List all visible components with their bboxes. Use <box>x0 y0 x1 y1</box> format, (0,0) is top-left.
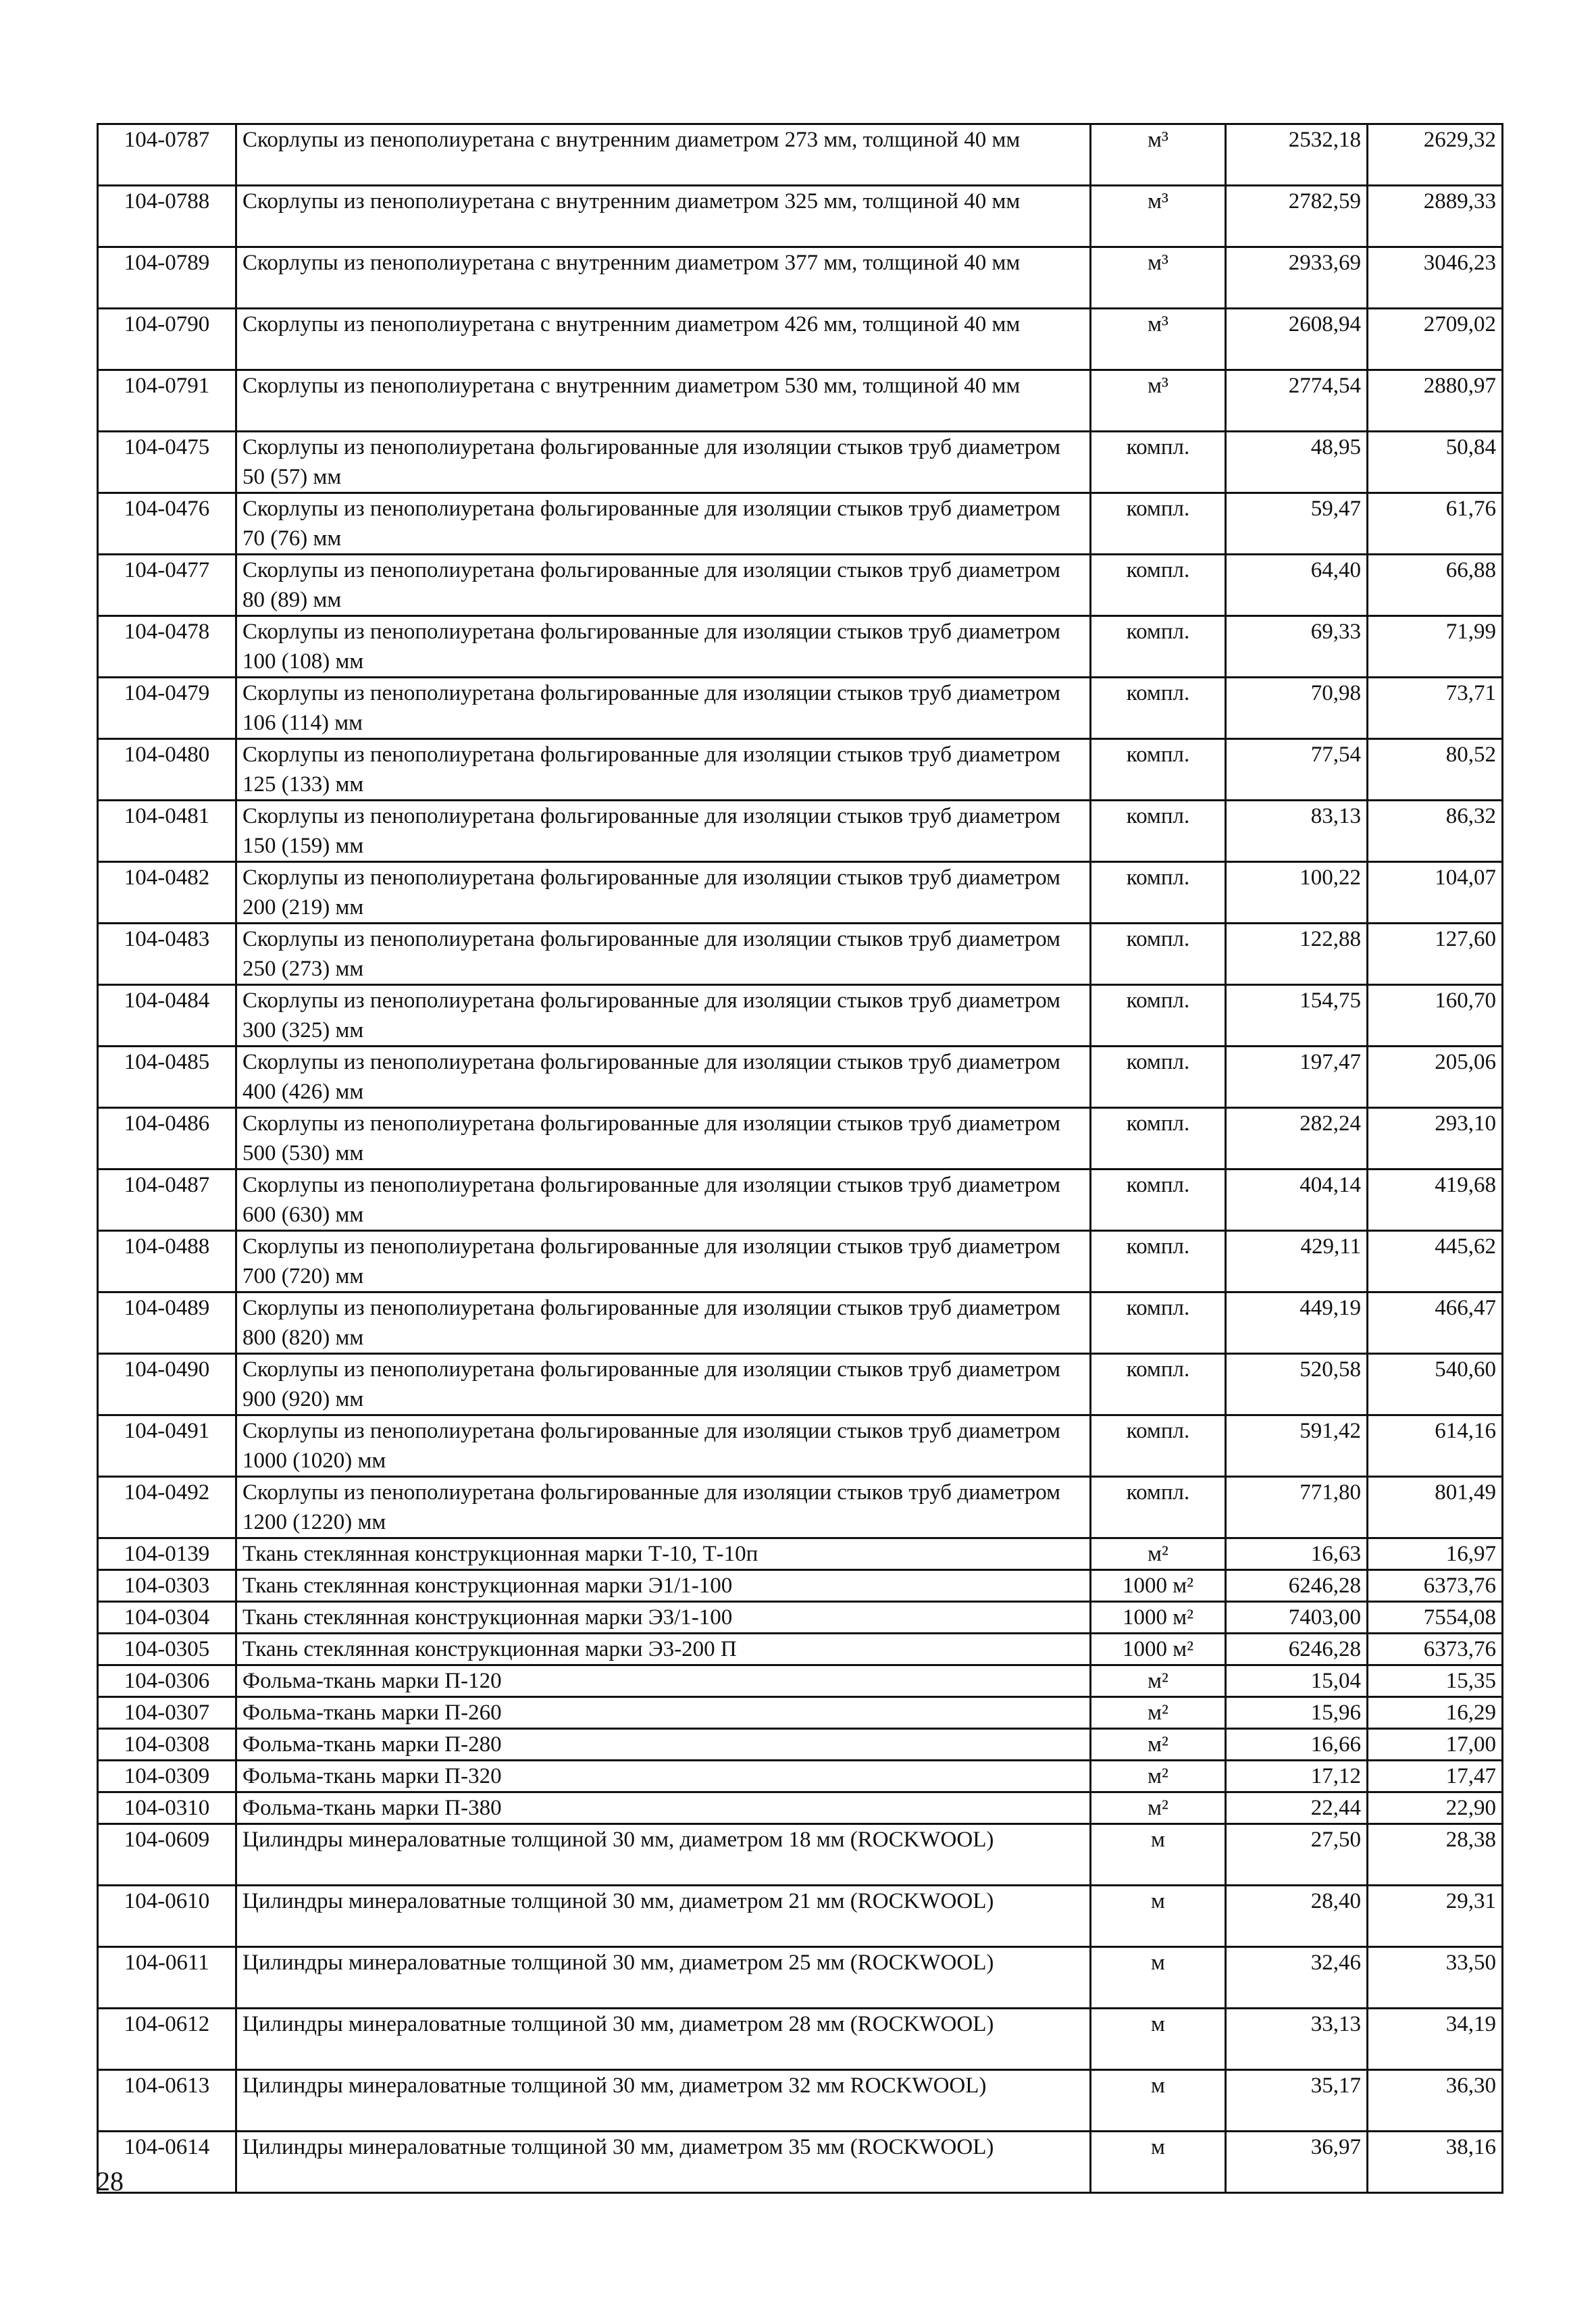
item-description: Фольма-ткань марки П-380 <box>236 1792 1091 1824</box>
item-code: 104-0486 <box>98 1108 236 1169</box>
table-row <box>98 1634 1503 1665</box>
item-unit: м <box>1091 2132 1226 2193</box>
item-price-2: 445,62 <box>1368 1231 1503 1292</box>
table-row <box>98 1231 1503 1292</box>
item-price-2: 38,16 <box>1368 2132 1503 2193</box>
item-price-1: 35,17 <box>1226 2070 1368 2132</box>
item-price-2: 104,07 <box>1368 862 1503 924</box>
item-description: Скорлупы из пенополиуретана фольгированные для изоляции стыков труб диаметром 70 (76) мм <box>236 493 1091 555</box>
table-row <box>98 1047 1503 1108</box>
table-row <box>98 678 1503 739</box>
item-unit: м² <box>1091 1538 1226 1570</box>
item-description: Скорлупы из пенополиуретана фольгированные для изоляции стыков труб диаметром 1200 (1220) мм <box>236 1477 1091 1538</box>
table-row <box>98 1292 1503 1354</box>
item-price-2: 29,31 <box>1368 1886 1503 1947</box>
item-code: 104-0309 <box>98 1761 236 1792</box>
item-price-1: 83,13 <box>1226 801 1368 862</box>
item-unit: 1000 м² <box>1091 1634 1226 1665</box>
item-code: 104-0481 <box>98 801 236 862</box>
item-description: Скорлупы из пенополиуретана фольгированные для изоляции стыков труб диаметром 500 (530) мм <box>236 1108 1091 1169</box>
item-unit: компл. <box>1091 1477 1226 1538</box>
item-price-1: 6246,28 <box>1226 1634 1368 1665</box>
table-row <box>98 1108 1503 1169</box>
table-row <box>98 1886 1503 1947</box>
item-price-1: 64,40 <box>1226 555 1368 616</box>
item-price-2: 16,29 <box>1368 1697 1503 1729</box>
item-description: Скорлупы из пенополиуретана фольгированные для изоляции стыков труб диаметром 800 (820) мм <box>236 1292 1091 1354</box>
item-description: Скорлупы из пенополиуретана фольгированные для изоляции стыков труб диаметром 900 (920) мм <box>236 1354 1091 1415</box>
item-description: Скорлупы из пенополиуретана фольгированные для изоляции стыков труб диаметром 50 (57) мм <box>236 432 1091 493</box>
item-code: 104-0305 <box>98 1634 236 1665</box>
item-unit: компл. <box>1091 739 1226 801</box>
item-price-2: 80,52 <box>1368 739 1503 801</box>
item-price-2: 205,06 <box>1368 1047 1503 1108</box>
item-code: 104-0790 <box>98 309 236 370</box>
item-unit: м <box>1091 1824 1226 1886</box>
item-code: 104-0483 <box>98 924 236 985</box>
item-unit: компл. <box>1091 616 1226 678</box>
item-description: Фольма-ткань марки П-320 <box>236 1761 1091 1792</box>
item-price-1: 15,96 <box>1226 1697 1368 1729</box>
item-price-1: 33,13 <box>1226 2009 1368 2070</box>
table-row <box>98 1477 1503 1538</box>
item-price-2: 50,84 <box>1368 432 1503 493</box>
item-price-1: 77,54 <box>1226 739 1368 801</box>
item-description: Скорлупы из пенополиуретана фольгированные для изоляции стыков труб диаметром 250 (273) мм <box>236 924 1091 985</box>
item-price-1: 22,44 <box>1226 1792 1368 1824</box>
item-price-1: 282,24 <box>1226 1108 1368 1169</box>
item-description: Скорлупы из пенополиуретана с внутренним диаметром 273 мм, толщиной 40 мм <box>236 124 1091 186</box>
table-row <box>98 1415 1503 1477</box>
item-description: Цилиндры минераловатные толщиной 30 мм, диаметром 28 мм (ROCKWOOL) <box>236 2009 1091 2070</box>
item-price-1: 520,58 <box>1226 1354 1368 1415</box>
item-code: 104-0487 <box>98 1169 236 1231</box>
table-row <box>98 985 1503 1047</box>
item-code: 104-0491 <box>98 1415 236 1477</box>
item-price-2: 2889,33 <box>1368 186 1503 247</box>
item-price-2: 293,10 <box>1368 1108 1503 1169</box>
item-description: Скорлупы из пенополиуретана с внутренним диаметром 530 мм, толщиной 40 мм <box>236 370 1091 432</box>
table-row <box>98 432 1503 493</box>
table-row <box>98 801 1503 862</box>
item-price-1: 59,47 <box>1226 493 1368 555</box>
item-description: Цилиндры минераловатные толщиной 30 мм, диаметром 25 мм (ROCKWOOL) <box>236 1947 1091 2009</box>
item-price-1: 6246,28 <box>1226 1570 1368 1602</box>
table-row <box>98 186 1503 247</box>
item-price-2: 3046,23 <box>1368 247 1503 309</box>
item-code: 104-0479 <box>98 678 236 739</box>
table-row <box>98 309 1503 370</box>
item-code: 104-0306 <box>98 1665 236 1697</box>
item-unit: м² <box>1091 1729 1226 1761</box>
item-code: 104-0310 <box>98 1792 236 1824</box>
item-price-2: 34,19 <box>1368 2009 1503 2070</box>
item-price-2: 6373,76 <box>1368 1634 1503 1665</box>
item-code: 104-0612 <box>98 2009 236 2070</box>
item-price-2: 2709,02 <box>1368 309 1503 370</box>
table-body <box>98 124 1503 2193</box>
item-price-2: 614,16 <box>1368 1415 1503 1477</box>
table-row <box>98 862 1503 924</box>
item-unit: компл. <box>1091 1354 1226 1415</box>
item-description: Фольма-ткань марки П-120 <box>236 1665 1091 1697</box>
item-description: Фольма-ткань марки П-260 <box>236 1697 1091 1729</box>
item-description: Скорлупы из пенополиуретана фольгированные для изоляции стыков труб диаметром 600 (630) мм <box>236 1169 1091 1231</box>
item-price-2: 801,49 <box>1368 1477 1503 1538</box>
item-price-1: 449,19 <box>1226 1292 1368 1354</box>
item-price-2: 33,50 <box>1368 1947 1503 2009</box>
table-row <box>98 555 1503 616</box>
item-price-2: 127,60 <box>1368 924 1503 985</box>
item-unit: компл. <box>1091 1047 1226 1108</box>
item-unit: 1000 м² <box>1091 1570 1226 1602</box>
table-row <box>98 2009 1503 2070</box>
table-row <box>98 1665 1503 1697</box>
item-unit: 1000 м² <box>1091 1602 1226 1634</box>
item-description: Скорлупы из пенополиуретана фольгированные для изоляции стыков труб диаметром 100 (108) мм <box>236 616 1091 678</box>
item-description: Цилиндры минераловатные толщиной 30 мм, диаметром 21 мм (ROCKWOOL) <box>236 1886 1091 1947</box>
item-unit: компл. <box>1091 493 1226 555</box>
item-price-2: 17,47 <box>1368 1761 1503 1792</box>
item-price-2: 7554,08 <box>1368 1602 1503 1634</box>
item-price-1: 197,47 <box>1226 1047 1368 1108</box>
item-price-2: 28,38 <box>1368 1824 1503 1886</box>
item-unit: компл. <box>1091 678 1226 739</box>
item-price-1: 429,11 <box>1226 1231 1368 1292</box>
table-row <box>98 2132 1503 2193</box>
item-unit: м² <box>1091 1761 1226 1792</box>
item-price-2: 2629,32 <box>1368 124 1503 186</box>
item-code: 104-0611 <box>98 1947 236 2009</box>
item-code: 104-0791 <box>98 370 236 432</box>
item-price-2: 6373,76 <box>1368 1570 1503 1602</box>
item-price-2: 17,00 <box>1368 1729 1503 1761</box>
item-code: 104-0490 <box>98 1354 236 1415</box>
item-price-1: 404,14 <box>1226 1169 1368 1231</box>
item-price-1: 28,40 <box>1226 1886 1368 1947</box>
item-code: 104-0485 <box>98 1047 236 1108</box>
item-price-1: 16,63 <box>1226 1538 1368 1570</box>
item-price-1: 27,50 <box>1226 1824 1368 1886</box>
item-price-1: 2532,18 <box>1226 124 1368 186</box>
item-price-1: 771,80 <box>1226 1477 1368 1538</box>
item-unit: компл. <box>1091 1292 1226 1354</box>
item-price-2: 160,70 <box>1368 985 1503 1047</box>
item-unit: м³ <box>1091 186 1226 247</box>
item-description: Скорлупы из пенополиуретана с внутренним диаметром 325 мм, толщиной 40 мм <box>236 186 1091 247</box>
item-description: Скорлупы из пенополиуретана с внутренним диаметром 426 мм, толщиной 40 мм <box>236 309 1091 370</box>
item-unit: м <box>1091 2070 1226 2132</box>
item-price-1: 154,75 <box>1226 985 1368 1047</box>
item-price-2: 86,32 <box>1368 801 1503 862</box>
item-description: Ткань стеклянная конструкционная марки Э3/1-100 <box>236 1602 1091 1634</box>
item-description: Скорлупы из пенополиуретана фольгированные для изоляции стыков труб диаметром 200 (219) мм <box>236 862 1091 924</box>
table-row <box>98 493 1503 555</box>
item-unit: м³ <box>1091 124 1226 186</box>
item-code: 104-0787 <box>98 124 236 186</box>
item-code: 104-0304 <box>98 1602 236 1634</box>
table-row <box>98 1697 1503 1729</box>
table-row <box>98 1824 1503 1886</box>
item-price-1: 17,12 <box>1226 1761 1368 1792</box>
item-code: 104-0139 <box>98 1538 236 1570</box>
item-unit: м² <box>1091 1665 1226 1697</box>
table-row <box>98 1354 1503 1415</box>
item-description: Скорлупы из пенополиуретана фольгированные для изоляции стыков труб диаметром 300 (325) мм <box>236 985 1091 1047</box>
item-code: 104-0480 <box>98 739 236 801</box>
item-price-1: 32,46 <box>1226 1947 1368 2009</box>
item-unit: м² <box>1091 1697 1226 1729</box>
item-unit: компл. <box>1091 432 1226 493</box>
item-price-1: 7403,00 <box>1226 1602 1368 1634</box>
item-unit: компл. <box>1091 555 1226 616</box>
item-price-1: 2933,69 <box>1226 247 1368 309</box>
item-price-1: 15,04 <box>1226 1665 1368 1697</box>
item-code: 104-0308 <box>98 1729 236 1761</box>
item-price-1: 591,42 <box>1226 1415 1368 1477</box>
item-unit: компл. <box>1091 985 1226 1047</box>
item-price-1: 2774,54 <box>1226 370 1368 432</box>
item-code: 104-0789 <box>98 247 236 309</box>
item-description: Скорлупы из пенополиуретана фольгированные для изоляции стыков труб диаметром 700 (720) мм <box>236 1231 1091 1292</box>
item-unit: компл. <box>1091 1231 1226 1292</box>
item-code: 104-0614 <box>98 2132 236 2193</box>
item-price-1: 2782,59 <box>1226 186 1368 247</box>
item-unit: м <box>1091 1886 1226 1947</box>
item-price-1: 48,95 <box>1226 432 1368 493</box>
item-unit: м³ <box>1091 247 1226 309</box>
item-code: 104-0613 <box>98 2070 236 2132</box>
page-number: 28 <box>97 2166 124 2196</box>
item-price-2: 66,88 <box>1368 555 1503 616</box>
item-unit: компл. <box>1091 862 1226 924</box>
item-description: Скорлупы из пенополиуретана фольгированные для изоляции стыков труб диаметром 125 (133) мм <box>236 739 1091 801</box>
table-row <box>98 1169 1503 1231</box>
item-unit: компл. <box>1091 1415 1226 1477</box>
item-unit: м³ <box>1091 370 1226 432</box>
item-price-1: 122,88 <box>1226 924 1368 985</box>
item-price-2: 36,30 <box>1368 2070 1503 2132</box>
item-price-1: 2608,94 <box>1226 309 1368 370</box>
item-code: 104-0488 <box>98 1231 236 1292</box>
item-code: 104-0307 <box>98 1697 236 1729</box>
item-code: 104-0788 <box>98 186 236 247</box>
item-price-2: 15,35 <box>1368 1665 1503 1697</box>
item-price-2: 71,99 <box>1368 616 1503 678</box>
item-description: Скорлупы из пенополиуретана фольгированные для изоляции стыков труб диаметром 400 (426) мм <box>236 1047 1091 1108</box>
item-price-2: 419,68 <box>1368 1169 1503 1231</box>
item-code: 104-0476 <box>98 493 236 555</box>
item-code: 104-0482 <box>98 862 236 924</box>
item-price-1: 100,22 <box>1226 862 1368 924</box>
item-unit: компл. <box>1091 1169 1226 1231</box>
item-code: 104-0610 <box>98 1886 236 1947</box>
item-unit: м² <box>1091 1792 1226 1824</box>
item-code: 104-0492 <box>98 1477 236 1538</box>
item-description: Скорлупы из пенополиуретана фольгированные для изоляции стыков труб диаметром 80 (89) мм <box>236 555 1091 616</box>
item-description: Скорлупы из пенополиуретана фольгированные для изоляции стыков труб диаметром 106 (114) мм <box>236 678 1091 739</box>
table-row <box>98 247 1503 309</box>
table-row <box>98 1602 1503 1634</box>
item-code: 104-0478 <box>98 616 236 678</box>
item-unit: компл. <box>1091 924 1226 985</box>
item-code: 104-0303 <box>98 1570 236 1602</box>
item-price-1: 16,66 <box>1226 1729 1368 1761</box>
item-code: 104-0489 <box>98 1292 236 1354</box>
table-row <box>98 1570 1503 1602</box>
item-unit: компл. <box>1091 801 1226 862</box>
item-unit: компл. <box>1091 1108 1226 1169</box>
item-description: Ткань стеклянная конструкционная марки Э1/1-100 <box>236 1570 1091 1602</box>
table-row <box>98 1792 1503 1824</box>
item-price-1: 70,98 <box>1226 678 1368 739</box>
item-price-2: 540,60 <box>1368 1354 1503 1415</box>
item-price-2: 16,97 <box>1368 1538 1503 1570</box>
table-row <box>98 2070 1503 2132</box>
table-row <box>98 1947 1503 2009</box>
item-description: Фольма-ткань марки П-280 <box>236 1729 1091 1761</box>
item-unit: м <box>1091 2009 1226 2070</box>
item-price-2: 2880,97 <box>1368 370 1503 432</box>
item-code: 104-0477 <box>98 555 236 616</box>
price-table <box>97 123 1503 2194</box>
item-description: Ткань стеклянная конструкционная марки Э3-200 П <box>236 1634 1091 1665</box>
item-description: Ткань стеклянная конструкционная марки Т-10, Т-10п <box>236 1538 1091 1570</box>
item-code: 104-0475 <box>98 432 236 493</box>
item-price-2: 22,90 <box>1368 1792 1503 1824</box>
table-row <box>98 1761 1503 1792</box>
item-description: Скорлупы из пенополиуретана фольгированные для изоляции стыков труб диаметром 1000 (1020) мм <box>236 1415 1091 1477</box>
item-price-1: 36,97 <box>1226 2132 1368 2193</box>
table-row <box>98 124 1503 186</box>
item-description: Скорлупы из пенополиуретана фольгированные для изоляции стыков труб диаметром 150 (159) мм <box>236 801 1091 862</box>
item-unit: м <box>1091 1947 1226 2009</box>
table-row <box>98 739 1503 801</box>
item-price-2: 61,76 <box>1368 493 1503 555</box>
table-row <box>98 1729 1503 1761</box>
table-row <box>98 924 1503 985</box>
item-description: Скорлупы из пенополиуретана с внутренним диаметром 377 мм, толщиной 40 мм <box>236 247 1091 309</box>
item-code: 104-0609 <box>98 1824 236 1886</box>
item-price-2: 73,71 <box>1368 678 1503 739</box>
item-code: 104-0484 <box>98 985 236 1047</box>
item-unit: м³ <box>1091 309 1226 370</box>
item-price-2: 466,47 <box>1368 1292 1503 1354</box>
item-description: Цилиндры минераловатные толщиной 30 мм, диаметром 35 мм (ROCKWOOL) <box>236 2132 1091 2193</box>
table-row <box>98 1538 1503 1570</box>
item-description: Цилиндры минераловатные толщиной 30 мм, диаметром 32 мм ROCKWOOL) <box>236 2070 1091 2132</box>
table-row <box>98 370 1503 432</box>
item-price-1: 69,33 <box>1226 616 1368 678</box>
item-description: Цилиндры минераловатные толщиной 30 мм, диаметром 18 мм (ROCKWOOL) <box>236 1824 1091 1886</box>
table-row <box>98 616 1503 678</box>
